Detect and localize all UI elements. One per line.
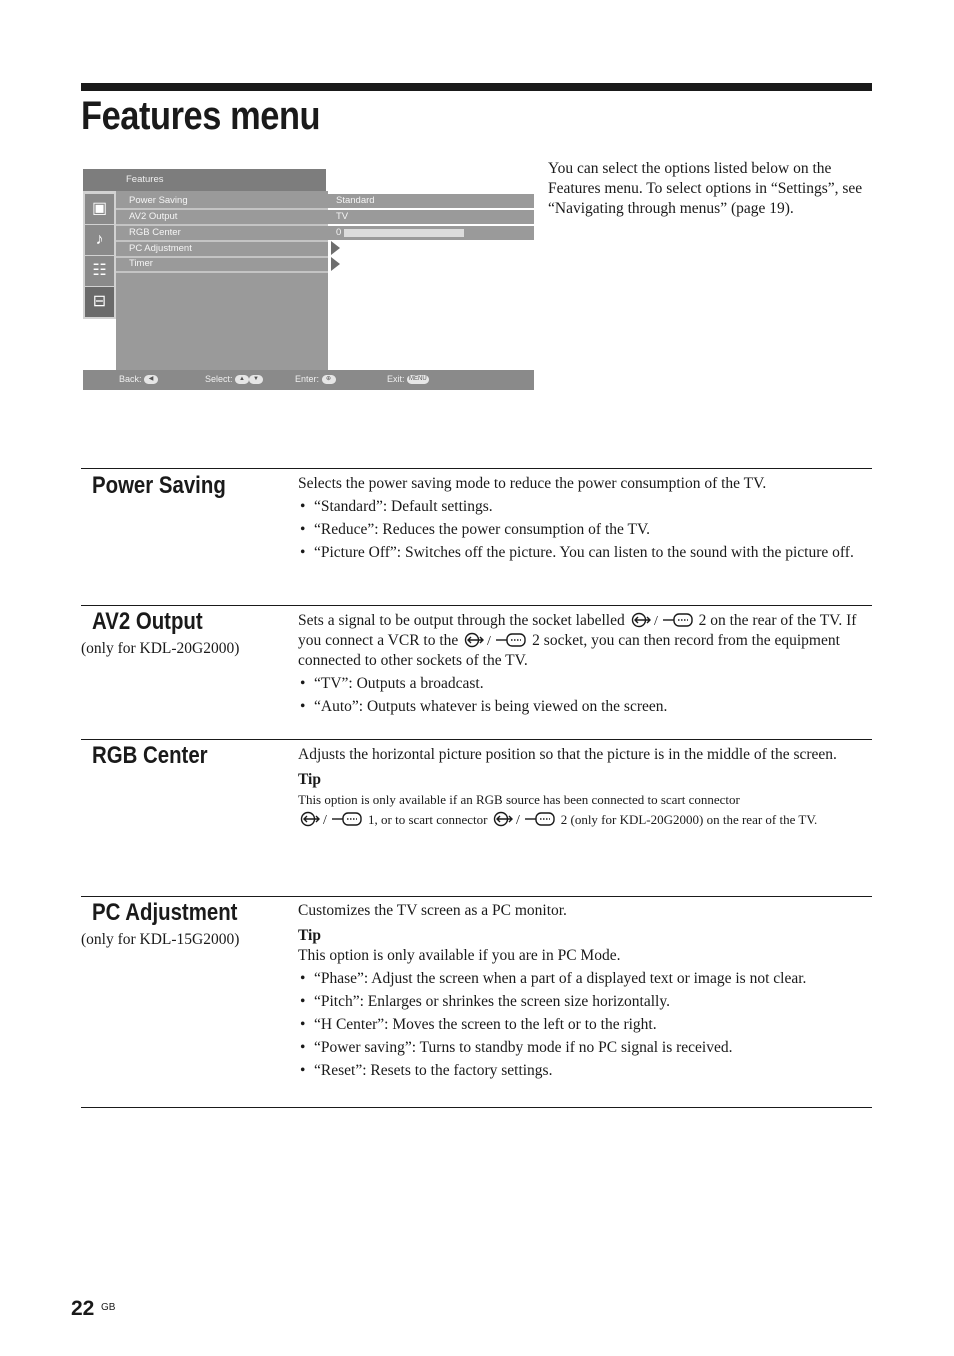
intro-text: You can select the options listed below on the Features menu. To select options in “Settings”, see “Navigating through menus” (page 19).: [548, 160, 863, 217]
menu-value-column: [328, 193, 534, 370]
tip-label: Tip: [298, 927, 321, 944]
scart-in-out-icon: [630, 612, 698, 628]
enter-key-icon: ⊕: [322, 375, 336, 384]
divider: [81, 468, 872, 469]
list-item: • “H Center”: Moves the screen to the left or to the right.: [298, 1015, 873, 1035]
scart-in-out-icon: [299, 811, 367, 827]
features-menu-screenshot: [83, 169, 534, 390]
list-item: • “Standard”: Default settings.: [298, 497, 873, 517]
menu-item-rgb-center: RGB Center: [116, 226, 328, 242]
footer-back: Back: ◀: [119, 374, 158, 384]
menu-item-av2-output: AV2 Output: [116, 210, 328, 226]
av2-output-heading: AV2 Output: [92, 608, 203, 635]
menu-footer: [83, 370, 534, 390]
menu-item-pc-adjustment: PC Adjustment: [116, 242, 328, 258]
pc-adjustment-arrow-icon: [331, 241, 340, 255]
list-item: • “Power saving”: Turns to standby mode if no PC signal is received.: [298, 1038, 873, 1058]
footer-enter: Enter: ⊕: [295, 374, 336, 384]
list-item: • “Auto”: Outputs whatever is being viewed on the screen.: [298, 697, 873, 717]
menu-icon-column: [83, 191, 116, 319]
menu-key: MENU: [409, 376, 427, 383]
svg-text:/: /: [515, 813, 520, 827]
scart-in-out-icon: [492, 811, 560, 827]
timer-arrow-icon: [331, 257, 340, 271]
divider: [81, 1107, 872, 1108]
list-item: • “TV”: Outputs a broadcast.: [298, 674, 873, 694]
divider: [81, 739, 872, 740]
settings-list-icon: ☷: [85, 256, 114, 286]
menu-item-timer: Timer: [116, 257, 328, 273]
power-saving-heading: Power Saving: [92, 472, 226, 499]
up-key-icon: ▲: [235, 375, 249, 384]
menu-heading: Features: [126, 174, 164, 185]
divider: [81, 896, 872, 897]
svg-text:/: /: [487, 634, 492, 648]
list-item: • “Picture Off”: Switches off the picture. You can listen to the sound with the picture off.: [298, 543, 873, 563]
scart-in-out-icon: [463, 632, 531, 648]
pc-adjustment-heading: PC Adjustment: [92, 899, 238, 926]
list-item: • “Pitch”: Enlarges or shrinkes the screen size horizontally.: [298, 992, 873, 1012]
value-rgb-center: 0: [328, 226, 534, 240]
music-note-icon: ♪: [85, 225, 114, 255]
rgb-center-slider: [344, 229, 464, 237]
svg-text:/: /: [653, 614, 658, 628]
menu-header: [83, 169, 326, 191]
power-saving-body: Selects the power saving mode to reduce the power consumption of the TV. • “Standard”: Default settings. • “Reduce”: Reduces the power consumption of the TV. • “Picture Off”: Switches off the picture. You can listen to the sound with the picture off.: [298, 474, 873, 566]
tip-label: Tip: [298, 771, 321, 788]
picture-icon: ▣: [85, 194, 114, 224]
down-key-icon: ▼: [249, 375, 263, 384]
svg-text:/: /: [323, 813, 327, 827]
pc-adjustment-note: (only for KDL-15G2000): [81, 931, 240, 948]
av2-output-note: (only for KDL-20G2000): [81, 640, 240, 657]
pc-adjustment-body: Customizes the TV screen as a PC monitor. Tip This option is only available if you are in PC Mode. • “Phase”: Adjust the screen when a part of a displayed text or image is not clear. • “Pitch”: Enlarges or shrinkes the screen size horizontally. • “H Center”: Moves the screen to the left or to the right. • “Power saving”: Turns to standby mode if no PC signal is received. • “Reset”: Resets to the factory settings.: [298, 901, 873, 1084]
list-item: • “Reduce”: Reduces the power consumption of the TV.: [298, 520, 873, 540]
value-power-saving: Standard: [328, 194, 534, 208]
list-item: • “Phase”: Adjust the screen when a part of a displayed text or image is not clear.: [298, 969, 873, 989]
page-number: 22: [71, 1297, 95, 1320]
footer-exit: Exit: MENU: [387, 374, 427, 384]
rgb-center-body: Adjusts the horizontal picture position so that the picture is in the middle of the screen. Tip This option is only available if an RGB source has been connected to scart connector / 1, or to scart connector / 2 (only for KDL-20G2000) on the rear of the TV.: [298, 745, 873, 830]
value-av2-output: TV: [328, 210, 534, 224]
toolbox-icon: ⊟: [85, 287, 114, 317]
menu-item-power-saving: Power Saving: [116, 194, 328, 210]
menu-item-list: [116, 191, 328, 370]
divider: [81, 605, 872, 606]
list-item: • “Reset”: Resets to the factory settings.: [298, 1061, 873, 1081]
back-key-icon: ◀: [144, 375, 158, 384]
title-bar: [81, 83, 872, 91]
page-suffix: GB: [101, 1302, 116, 1313]
rgb-center-heading: RGB Center: [92, 742, 208, 769]
av2-output-body: Sets a signal to be output through the socket labelled / 2 on the rear of the TV. If you connect a VCR to the / 2 socket, you can then record from the equipment connected to other sockets of the TV. • “TV”: Outputs a broadcast. • “Auto”: Outputs whatever is being viewed on the screen.: [298, 611, 873, 720]
footer-select: Select: ▲ ▼: [205, 374, 263, 384]
page-title: Features menu: [81, 94, 321, 138]
